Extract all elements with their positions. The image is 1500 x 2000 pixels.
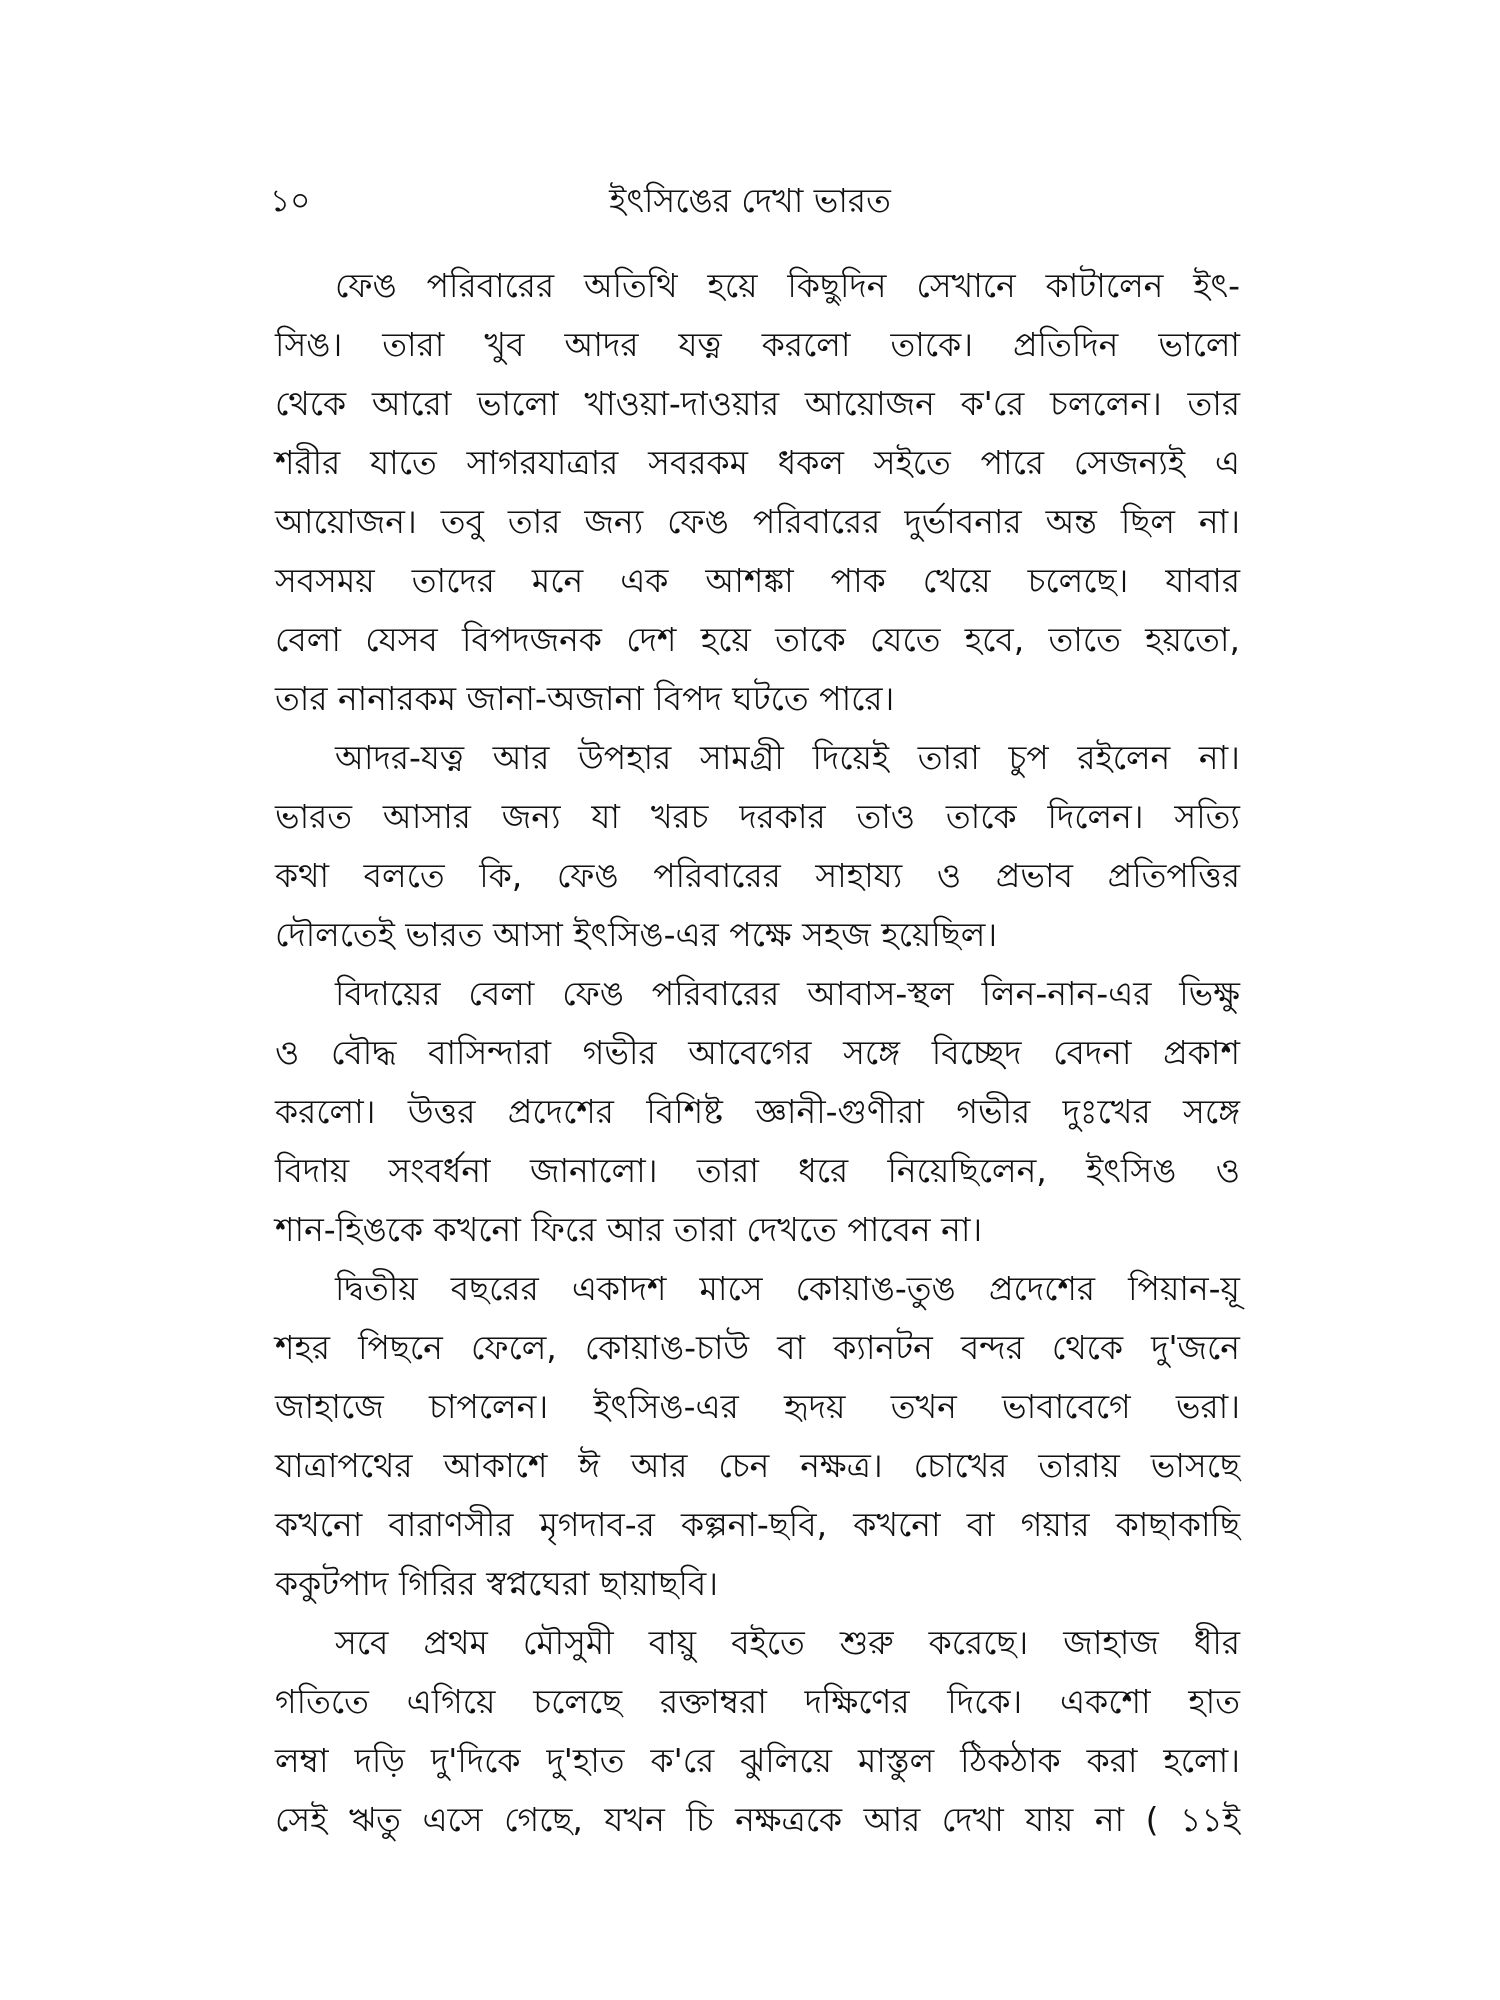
text-line: সবসময় তাদের মনে এক আশঙ্কা পাক খেয়ে চলেছে। যাবার — [275, 561, 1240, 600]
text-line: সিঙ। তারা খুব আদর যত্ন করলো তাকে। প্রতিদিন ভালো — [275, 325, 1240, 364]
text-line: ভারত আসার জন্য যা খরচ দরকার তাও তাকে দিলেন। সত্যি — [275, 797, 1240, 836]
text-line: ফেঙ পরিবারের অতিথি হয়ে কিছুদিন সেখানে কাটালেন ইৎ- — [335, 266, 1240, 305]
text-line: শান-হিঙকে কখনো ফিরে আর তারা দেখতে পাবেন না। — [275, 1210, 983, 1249]
body-text — [275, 256, 1240, 1849]
running-header — [270, 176, 1230, 226]
text-line: যাত্রাপথের আকাশে ঈ আর চেন নক্ষত্র। চোখের তারায় ভাসছে — [275, 1446, 1240, 1485]
text-line: আয়োজন। তবু তার জন্য ফেঙ পরিবারের দুর্ভাবনার অন্ত ছিল না। — [275, 502, 1240, 541]
paragraph — [275, 964, 1240, 1259]
text-line: দৌলতেই ভারত আসা ইৎসিঙ-এর পক্ষে সহজ হয়েছিল। — [275, 915, 998, 954]
text-line: শরীর যাতে সাগরযাত্রার সবরকম ধকল সইতে পারে সেজন্যই এ — [275, 443, 1240, 482]
text-line: বেলা যেসব বিপদজনক দেশ হয়ে তাকে যেতে হবে, তাতে হয়তো, — [275, 620, 1240, 659]
text-line: সবে প্রথম মৌসুমী বায়ু বইতে শুরু করেছে। জাহাজ ধীর — [335, 1623, 1240, 1662]
text-line: শহর পিছনে ফেলে, কোয়াঙ-চাউ বা ক্যানটন বন্দর থেকে দু'জনে — [275, 1328, 1240, 1367]
text-line: কখনো বারাণসীর মৃগদাব-র কল্পনা-ছবি, কখনো বা গয়ার কাছাকাছি — [275, 1505, 1240, 1544]
text-line: তার নানারকম জানা-অজানা বিপদ ঘটতে পারে। — [275, 679, 895, 718]
running-title: ইৎসিঙের দেখা ভারত — [609, 181, 891, 220]
text-line: গতিতে এগিয়ে চলেছে রক্তাম্বরা দক্ষিণের দিকে। একশো হাত — [275, 1682, 1240, 1721]
text-line: সেই ঋতু এসে গেছে, যখন চি নক্ষত্রকে আর দেখা যায় না ( ১১ই — [275, 1800, 1240, 1839]
text-line: লম্বা দড়ি দু'দিকে দু'হাত ক'রে ঝুলিয়ে মাস্তুল ঠিকঠাক করা হলো। — [275, 1741, 1240, 1780]
text-line: জাহাজে চাপলেন। ইৎসিঙ-এর হৃদয় তখন ভাবাবেগে ভরা। — [275, 1387, 1240, 1426]
text-line: আদর-যত্ন আর উপহার সামগ্রী দিয়েই তারা চুপ রইলেন না। — [335, 738, 1240, 777]
paragraph — [275, 256, 1240, 728]
paragraph — [275, 1613, 1240, 1849]
page-number: ১০ — [270, 183, 311, 219]
text-line: বিদায়ের বেলা ফেঙ পরিবারের আবাস-স্থল লিন-নান-এর ভিক্ষু — [335, 974, 1240, 1013]
text-line: ককুটপাদ গিরির স্বপ্নঘেরা ছায়াছবি। — [275, 1564, 719, 1603]
paragraph — [275, 1259, 1240, 1613]
text-line: বিদায় সংবর্ধনা জানালো। তারা ধরে নিয়েছিলেন, ইৎসিঙ ও — [275, 1151, 1240, 1190]
text-line: করলো। উত্তর প্রদেশের বিশিষ্ট জ্ঞানী-গুণীরা গভীর দুঃখের সঙ্গে — [275, 1092, 1240, 1131]
text-line: কথা বলতে কি, ফেঙ পরিবারের সাহায্য ও প্রভাব প্রতিপত্তির — [275, 856, 1240, 895]
text-line: দ্বিতীয় বছরের একাদশ মাসে কোয়াঙ-তুঙ প্রদেশের পিয়ান-য়ূ — [335, 1269, 1240, 1308]
text-line: ও বৌদ্ধ বাসিন্দারা গভীর আবেগের সঙ্গে বিচ্ছেদ বেদনা প্রকাশ — [275, 1033, 1240, 1072]
paragraph — [275, 728, 1240, 964]
text-line: থেকে আরো ভালো খাওয়া-দাওয়ার আয়োজন ক'রে চললেন। তার — [275, 384, 1240, 423]
